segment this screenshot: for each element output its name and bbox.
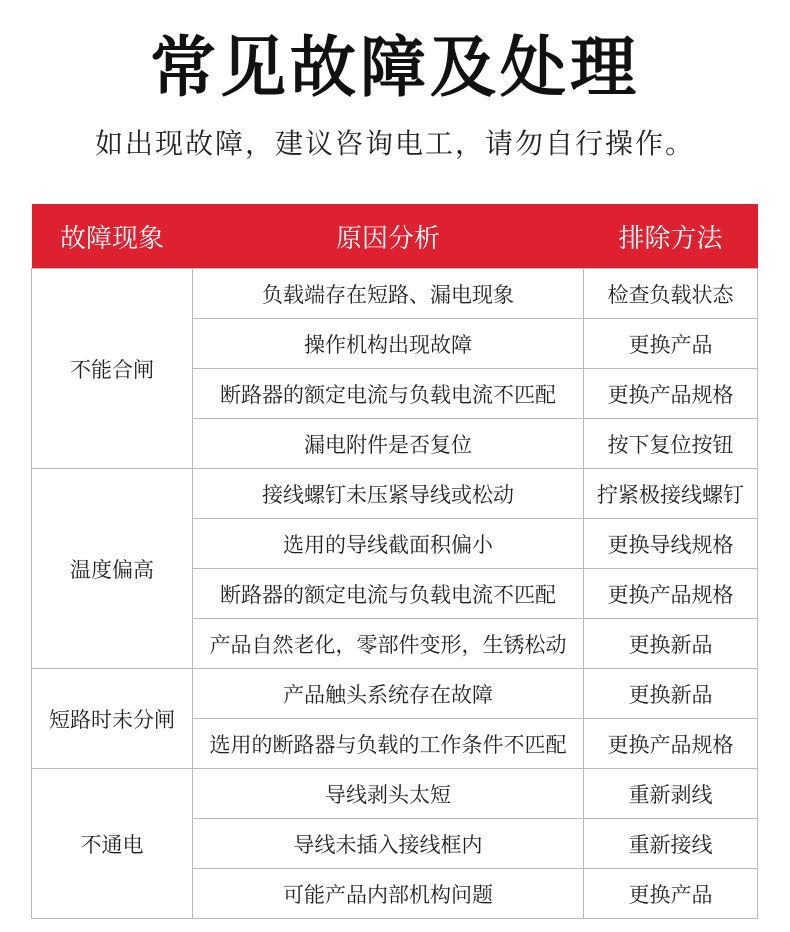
cause-cell: 负载端存在短路、漏电现象 — [193, 269, 584, 319]
cause-cell: 断路器的额定电流与负载电流不匹配 — [193, 569, 584, 619]
fault-cell: 不能合闸 — [32, 269, 193, 469]
remedy-cell: 拧紧极接线螺钉 — [584, 469, 758, 519]
remedy-cell: 重新接线 — [584, 819, 758, 869]
column-header-fault: 故障现象 — [32, 204, 193, 269]
fault-cell: 短路时未分闸 — [32, 669, 193, 769]
table-row — [32, 469, 758, 519]
remedy-cell: 更换产品 — [584, 869, 758, 919]
cause-cell: 断路器的额定电流与负载电流不匹配 — [193, 369, 584, 419]
column-header-remedy: 排除方法 — [584, 204, 758, 269]
cause-cell: 操作机构出现故障 — [193, 319, 584, 369]
remedy-cell: 更换产品规格 — [584, 569, 758, 619]
cause-cell: 选用的断路器与负载的工作条件不匹配 — [193, 719, 584, 769]
table-body — [32, 269, 758, 919]
fault-table — [31, 204, 758, 919]
cause-cell: 导线未插入接线框内 — [193, 819, 584, 869]
column-header-cause: 原因分析 — [193, 204, 584, 269]
remedy-cell: 更换导线规格 — [584, 519, 758, 569]
table-header — [32, 204, 758, 269]
remedy-cell: 更换产品 — [584, 319, 758, 369]
cause-cell: 可能产品内部机构问题 — [193, 869, 584, 919]
cause-cell: 导线剥头太短 — [193, 769, 584, 819]
table-row — [32, 269, 758, 319]
cause-cell: 产品自然老化，零部件变形，生锈松动 — [193, 619, 584, 669]
fault-cell: 不通电 — [32, 769, 193, 919]
cause-cell: 产品触头系统存在故障 — [193, 669, 584, 719]
fault-cell: 温度偏高 — [32, 469, 193, 669]
remedy-cell: 更换产品规格 — [584, 719, 758, 769]
remedy-cell: 更换产品规格 — [584, 369, 758, 419]
cause-cell: 漏电附件是否复位 — [193, 419, 584, 469]
remedy-cell: 更换新品 — [584, 619, 758, 669]
cause-cell: 接线螺钉未压紧导线或松动 — [193, 469, 584, 519]
cause-cell: 选用的导线截面积偏小 — [193, 519, 584, 569]
header-row — [32, 204, 758, 269]
remedy-cell: 更换新品 — [584, 669, 758, 719]
remedy-cell: 按下复位按钮 — [584, 419, 758, 469]
page-subtitle: 如出现故障，建议咨询电工，请勿自行操作。 — [94, 127, 695, 160]
fault-table-container — [31, 204, 757, 919]
table-row — [32, 669, 758, 719]
remedy-cell: 检查负载状态 — [584, 269, 758, 319]
page-title: 常见故障及处理 — [150, 29, 640, 106]
table-row — [32, 769, 758, 819]
remedy-cell: 重新剥线 — [584, 769, 758, 819]
